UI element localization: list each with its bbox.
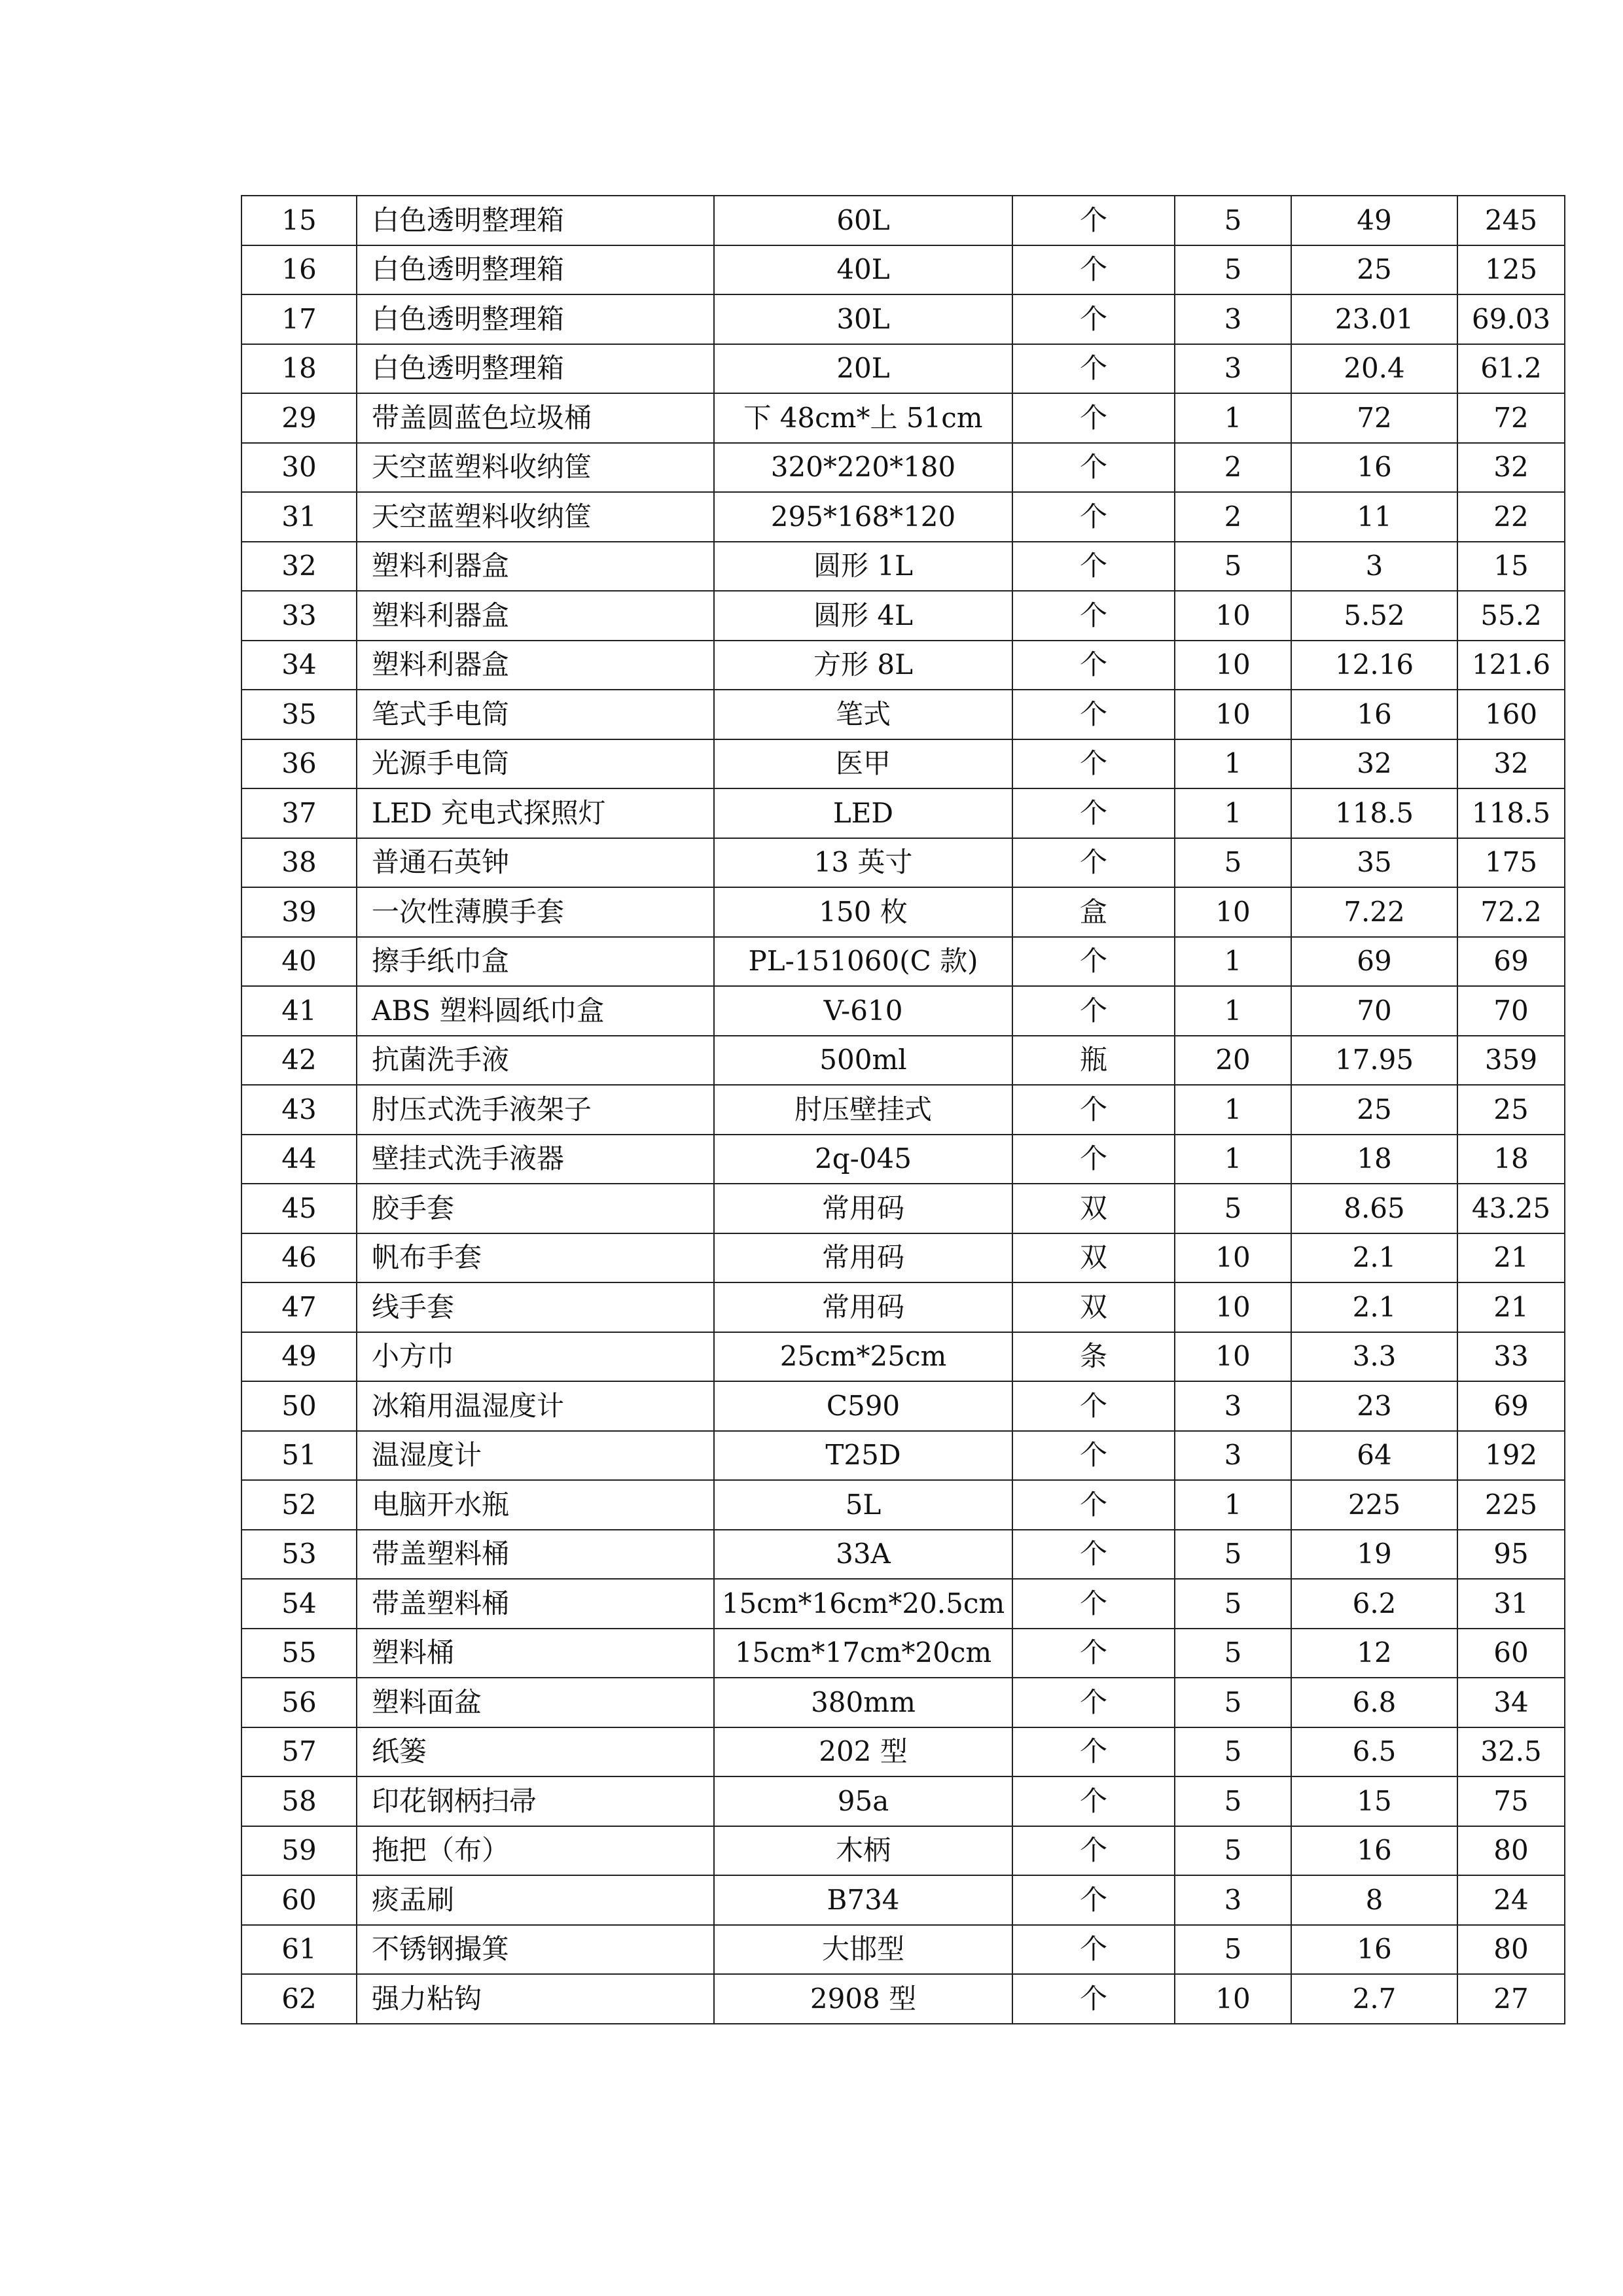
unit-cell: 个 (1012, 690, 1175, 739)
unit-cell: 个 (1012, 1925, 1175, 1975)
unit-price-cell: 2.7 (1291, 1974, 1457, 2024)
specification-cell: V-610 (714, 986, 1012, 1036)
quantity-cell: 1 (1175, 986, 1291, 1036)
unit-cell: 个 (1012, 1480, 1175, 1530)
total-amount-cell: 32.5 (1457, 1727, 1565, 1777)
unit-price-cell: 20.4 (1291, 344, 1457, 394)
unit-cell: 个 (1012, 1678, 1175, 1727)
total-amount-cell: 192 (1457, 1431, 1565, 1481)
quantity-cell: 3 (1175, 1875, 1291, 1925)
quantity-cell: 10 (1175, 690, 1291, 739)
item-name-cell: 抗菌洗手液 (357, 1036, 714, 1086)
row-number-cell: 37 (241, 788, 357, 838)
total-amount-cell: 31 (1457, 1579, 1565, 1629)
quantity-cell: 1 (1175, 937, 1291, 987)
unit-cell: 个 (1012, 1431, 1175, 1481)
row-number-cell: 42 (241, 1036, 357, 1086)
item-name-cell: 带盖圆蓝色垃圾桶 (357, 393, 714, 443)
unit-cell: 个 (1012, 1381, 1175, 1431)
table-row (241, 739, 1565, 789)
specification-cell: 圆形 1L (714, 542, 1012, 592)
quantity-cell: 5 (1175, 542, 1291, 592)
specification-cell: 60L (714, 196, 1012, 245)
quantity-cell: 20 (1175, 1036, 1291, 1086)
item-name-cell: 带盖塑料桶 (357, 1530, 714, 1580)
unit-price-cell: 64 (1291, 1431, 1457, 1481)
specification-cell: 33A (714, 1530, 1012, 1580)
quantity-cell: 1 (1175, 393, 1291, 443)
row-number-cell: 32 (241, 542, 357, 592)
unit-cell: 条 (1012, 1332, 1175, 1382)
total-amount-cell: 125 (1457, 245, 1565, 295)
row-number-cell: 45 (241, 1184, 357, 1233)
table-row (241, 1826, 1565, 1876)
item-name-cell: ABS 塑料圆纸巾盒 (357, 986, 714, 1036)
unit-cell: 双 (1012, 1233, 1175, 1283)
row-number-cell: 15 (241, 196, 357, 245)
specification-cell: 150 枚 (714, 887, 1012, 937)
quantity-cell: 10 (1175, 1332, 1291, 1382)
item-name-cell: 一次性薄膜手套 (357, 887, 714, 937)
specification-cell: 13 英寸 (714, 838, 1012, 888)
row-number-cell: 18 (241, 344, 357, 394)
total-amount-cell: 175 (1457, 838, 1565, 888)
unit-cell: 个 (1012, 838, 1175, 888)
table-row (241, 1678, 1565, 1727)
unit-price-cell: 72 (1291, 393, 1457, 443)
table-row (241, 393, 1565, 443)
unit-cell: 个 (1012, 492, 1175, 542)
quantity-cell: 10 (1175, 591, 1291, 641)
unit-price-cell: 3 (1291, 542, 1457, 592)
unit-price-cell: 25 (1291, 245, 1457, 295)
specification-cell: 常用码 (714, 1282, 1012, 1332)
unit-cell: 个 (1012, 1727, 1175, 1777)
table-row (241, 1184, 1565, 1233)
unit-price-cell: 18 (1291, 1135, 1457, 1184)
unit-cell: 个 (1012, 1085, 1175, 1135)
row-number-cell: 30 (241, 443, 357, 493)
specification-cell: 2908 型 (714, 1974, 1012, 2024)
unit-price-cell: 16 (1291, 1925, 1457, 1975)
unit-price-cell: 225 (1291, 1480, 1457, 1530)
unit-cell: 个 (1012, 1875, 1175, 1925)
row-number-cell: 54 (241, 1579, 357, 1629)
specification-cell: 20L (714, 344, 1012, 394)
item-name-cell: 塑料利器盒 (357, 591, 714, 641)
specification-cell: 320*220*180 (714, 443, 1012, 493)
item-name-cell: 普通石英钟 (357, 838, 714, 888)
unit-cell: 个 (1012, 641, 1175, 690)
unit-cell: 个 (1012, 344, 1175, 394)
row-number-cell: 33 (241, 591, 357, 641)
item-name-cell: 天空蓝塑料收纳筐 (357, 443, 714, 493)
item-name-cell: 塑料利器盒 (357, 542, 714, 592)
quantity-cell: 5 (1175, 196, 1291, 245)
row-number-cell: 29 (241, 393, 357, 443)
table-row (241, 1974, 1565, 2024)
total-amount-cell: 34 (1457, 1678, 1565, 1727)
unit-cell: 个 (1012, 591, 1175, 641)
specification-cell: 木柄 (714, 1826, 1012, 1876)
item-name-cell: 拖把（布） (357, 1826, 714, 1876)
quantity-cell: 5 (1175, 1727, 1291, 1777)
unit-price-cell: 12 (1291, 1629, 1457, 1678)
table-row (241, 1480, 1565, 1530)
item-name-cell: 强力粘钩 (357, 1974, 714, 2024)
total-amount-cell: 80 (1457, 1925, 1565, 1975)
table-row (241, 245, 1565, 295)
quantity-cell: 10 (1175, 1233, 1291, 1283)
table-row (241, 1727, 1565, 1777)
row-number-cell: 56 (241, 1678, 357, 1727)
total-amount-cell: 359 (1457, 1036, 1565, 1086)
unit-cell: 个 (1012, 1629, 1175, 1678)
table-row (241, 1036, 1565, 1086)
specification-cell: 圆形 4L (714, 591, 1012, 641)
specification-cell: 笔式 (714, 690, 1012, 739)
table-row (241, 641, 1565, 690)
unit-price-cell: 6.8 (1291, 1678, 1457, 1727)
table-row (241, 1875, 1565, 1925)
unit-cell: 个 (1012, 986, 1175, 1036)
item-name-cell: 印花钢柄扫帚 (357, 1776, 714, 1826)
item-name-cell: 不锈钢撮箕 (357, 1925, 714, 1975)
quantity-cell: 1 (1175, 1085, 1291, 1135)
item-name-cell: 白色透明整理箱 (357, 294, 714, 344)
table-row (241, 196, 1565, 245)
table-row (241, 690, 1565, 739)
item-name-cell: 塑料面盆 (357, 1678, 714, 1727)
item-name-cell: LED 充电式探照灯 (357, 788, 714, 838)
total-amount-cell: 55.2 (1457, 591, 1565, 641)
quantity-cell: 10 (1175, 641, 1291, 690)
unit-cell: 个 (1012, 196, 1175, 245)
row-number-cell: 39 (241, 887, 357, 937)
table-row (241, 887, 1565, 937)
item-name-cell: 白色透明整理箱 (357, 196, 714, 245)
unit-price-cell: 32 (1291, 739, 1457, 789)
unit-price-cell: 7.22 (1291, 887, 1457, 937)
table-row (241, 937, 1565, 987)
item-name-cell: 光源手电筒 (357, 739, 714, 789)
row-number-cell: 34 (241, 641, 357, 690)
unit-cell: 个 (1012, 1776, 1175, 1826)
unit-price-cell: 16 (1291, 690, 1457, 739)
row-number-cell: 59 (241, 1826, 357, 1876)
row-number-cell: 55 (241, 1629, 357, 1678)
total-amount-cell: 72.2 (1457, 887, 1565, 937)
specification-cell: 202 型 (714, 1727, 1012, 1777)
unit-price-cell: 8.65 (1291, 1184, 1457, 1233)
specification-cell: C590 (714, 1381, 1012, 1431)
quantity-cell: 5 (1175, 1776, 1291, 1826)
item-name-cell: 壁挂式洗手液器 (357, 1135, 714, 1184)
unit-price-cell: 23 (1291, 1381, 1457, 1431)
item-name-cell: 笔式手电筒 (357, 690, 714, 739)
row-number-cell: 58 (241, 1776, 357, 1826)
specification-cell: 500ml (714, 1036, 1012, 1086)
table-row (241, 591, 1565, 641)
unit-cell: 双 (1012, 1184, 1175, 1233)
specification-cell: 15cm*17cm*20cm (714, 1629, 1012, 1678)
unit-price-cell: 25 (1291, 1085, 1457, 1135)
quantity-cell: 3 (1175, 294, 1291, 344)
unit-price-cell: 15 (1291, 1776, 1457, 1826)
unit-cell: 瓶 (1012, 1036, 1175, 1086)
specification-cell: 大邯型 (714, 1925, 1012, 1975)
row-number-cell: 31 (241, 492, 357, 542)
item-table (241, 195, 1565, 2024)
unit-cell: 个 (1012, 542, 1175, 592)
row-number-cell: 50 (241, 1381, 357, 1431)
table-row (241, 1925, 1565, 1975)
item-name-cell: 带盖塑料桶 (357, 1579, 714, 1629)
quantity-cell: 2 (1175, 492, 1291, 542)
specification-cell: 常用码 (714, 1233, 1012, 1283)
total-amount-cell: 70 (1457, 986, 1565, 1036)
total-amount-cell: 15 (1457, 542, 1565, 592)
quantity-cell: 5 (1175, 1530, 1291, 1580)
unit-cell: 个 (1012, 1974, 1175, 2024)
unit-cell: 个 (1012, 294, 1175, 344)
table-row (241, 492, 1565, 542)
row-number-cell: 51 (241, 1431, 357, 1481)
item-name-cell: 冰箱用温湿度计 (357, 1381, 714, 1431)
unit-price-cell: 8 (1291, 1875, 1457, 1925)
row-number-cell: 46 (241, 1233, 357, 1283)
unit-cell: 个 (1012, 1826, 1175, 1876)
total-amount-cell: 69 (1457, 1381, 1565, 1431)
quantity-cell: 5 (1175, 838, 1291, 888)
total-amount-cell: 60 (1457, 1629, 1565, 1678)
table-row (241, 1233, 1565, 1283)
item-name-cell: 塑料桶 (357, 1629, 714, 1678)
quantity-cell: 1 (1175, 739, 1291, 789)
total-amount-cell: 160 (1457, 690, 1565, 739)
specification-cell: 40L (714, 245, 1012, 295)
quantity-cell: 3 (1175, 1381, 1291, 1431)
quantity-cell: 5 (1175, 1579, 1291, 1629)
item-name-cell: 胶手套 (357, 1184, 714, 1233)
unit-cell: 个 (1012, 245, 1175, 295)
total-amount-cell: 61.2 (1457, 344, 1565, 394)
row-number-cell: 49 (241, 1332, 357, 1382)
unit-price-cell: 35 (1291, 838, 1457, 888)
unit-cell: 个 (1012, 393, 1175, 443)
item-name-cell: 痰盂刷 (357, 1875, 714, 1925)
row-number-cell: 35 (241, 690, 357, 739)
table-row (241, 1530, 1565, 1580)
row-number-cell: 16 (241, 245, 357, 295)
total-amount-cell: 32 (1457, 443, 1565, 493)
row-number-cell: 40 (241, 937, 357, 987)
table-row (241, 542, 1565, 592)
row-number-cell: 41 (241, 986, 357, 1036)
row-number-cell: 17 (241, 294, 357, 344)
unit-cell: 个 (1012, 1579, 1175, 1629)
quantity-cell: 5 (1175, 1925, 1291, 1975)
item-name-cell: 白色透明整理箱 (357, 245, 714, 295)
row-number-cell: 61 (241, 1925, 357, 1975)
unit-cell: 个 (1012, 788, 1175, 838)
quantity-cell: 3 (1175, 1431, 1291, 1481)
table-row (241, 788, 1565, 838)
specification-cell: 方形 8L (714, 641, 1012, 690)
unit-price-cell: 16 (1291, 443, 1457, 493)
table-row (241, 1579, 1565, 1629)
unit-price-cell: 5.52 (1291, 591, 1457, 641)
quantity-cell: 5 (1175, 1184, 1291, 1233)
total-amount-cell: 80 (1457, 1826, 1565, 1876)
specification-cell: 2q-045 (714, 1135, 1012, 1184)
unit-price-cell: 70 (1291, 986, 1457, 1036)
item-table-body (241, 196, 1565, 2024)
quantity-cell: 1 (1175, 1135, 1291, 1184)
total-amount-cell: 75 (1457, 1776, 1565, 1826)
table-row (241, 986, 1565, 1036)
unit-price-cell: 69 (1291, 937, 1457, 987)
unit-price-cell: 6.5 (1291, 1727, 1457, 1777)
row-number-cell: 36 (241, 739, 357, 789)
specification-cell: 25cm*25cm (714, 1332, 1012, 1382)
quantity-cell: 1 (1175, 788, 1291, 838)
unit-price-cell: 23.01 (1291, 294, 1457, 344)
quantity-cell: 5 (1175, 1678, 1291, 1727)
unit-price-cell: 2.1 (1291, 1282, 1457, 1332)
specification-cell: 295*168*120 (714, 492, 1012, 542)
row-number-cell: 38 (241, 838, 357, 888)
total-amount-cell: 72 (1457, 393, 1565, 443)
total-amount-cell: 27 (1457, 1974, 1565, 2024)
table-row (241, 1431, 1565, 1481)
specification-cell: LED (714, 788, 1012, 838)
table-row (241, 294, 1565, 344)
total-amount-cell: 18 (1457, 1135, 1565, 1184)
specification-cell: 医甲 (714, 739, 1012, 789)
row-number-cell: 47 (241, 1282, 357, 1332)
row-number-cell: 53 (241, 1530, 357, 1580)
unit-cell: 双 (1012, 1282, 1175, 1332)
table-row (241, 838, 1565, 888)
row-number-cell: 62 (241, 1974, 357, 2024)
table-row (241, 344, 1565, 394)
total-amount-cell: 118.5 (1457, 788, 1565, 838)
specification-cell: T25D (714, 1431, 1012, 1481)
table-row (241, 1085, 1565, 1135)
item-name-cell: 白色透明整理箱 (357, 344, 714, 394)
specification-cell: 5L (714, 1480, 1012, 1530)
row-number-cell: 44 (241, 1135, 357, 1184)
table-row (241, 443, 1565, 493)
total-amount-cell: 225 (1457, 1480, 1565, 1530)
item-name-cell: 帆布手套 (357, 1233, 714, 1283)
unit-cell: 个 (1012, 443, 1175, 493)
total-amount-cell: 25 (1457, 1085, 1565, 1135)
unit-cell: 个 (1012, 1135, 1175, 1184)
item-name-cell: 塑料利器盒 (357, 641, 714, 690)
total-amount-cell: 69.03 (1457, 294, 1565, 344)
quantity-cell: 1 (1175, 1480, 1291, 1530)
quantity-cell: 2 (1175, 443, 1291, 493)
row-number-cell: 57 (241, 1727, 357, 1777)
specification-cell: PL-151060(C 款) (714, 937, 1012, 987)
quantity-cell: 10 (1175, 887, 1291, 937)
specification-cell: 15cm*16cm*20.5cm (714, 1579, 1012, 1629)
specification-cell: 常用码 (714, 1184, 1012, 1233)
item-name-cell: 擦手纸巾盒 (357, 937, 714, 987)
unit-price-cell: 16 (1291, 1826, 1457, 1876)
specification-cell: 95a (714, 1776, 1012, 1826)
unit-cell: 个 (1012, 739, 1175, 789)
unit-cell: 个 (1012, 937, 1175, 987)
item-name-cell: 小方巾 (357, 1332, 714, 1382)
quantity-cell: 3 (1175, 344, 1291, 394)
unit-price-cell: 19 (1291, 1530, 1457, 1580)
total-amount-cell: 245 (1457, 196, 1565, 245)
table-row (241, 1135, 1565, 1184)
total-amount-cell: 24 (1457, 1875, 1565, 1925)
total-amount-cell: 95 (1457, 1530, 1565, 1580)
unit-price-cell: 6.2 (1291, 1579, 1457, 1629)
quantity-cell: 10 (1175, 1282, 1291, 1332)
total-amount-cell: 121.6 (1457, 641, 1565, 690)
item-name-cell: 温湿度计 (357, 1431, 714, 1481)
specification-cell: 下 48cm*上 51cm (714, 393, 1012, 443)
table-row (241, 1381, 1565, 1431)
total-amount-cell: 69 (1457, 937, 1565, 987)
total-amount-cell: 33 (1457, 1332, 1565, 1382)
item-name-cell: 天空蓝塑料收纳筐 (357, 492, 714, 542)
table-row (241, 1629, 1565, 1678)
row-number-cell: 60 (241, 1875, 357, 1925)
unit-price-cell: 17.95 (1291, 1036, 1457, 1086)
quantity-cell: 5 (1175, 245, 1291, 295)
total-amount-cell: 22 (1457, 492, 1565, 542)
total-amount-cell: 21 (1457, 1282, 1565, 1332)
total-amount-cell: 32 (1457, 739, 1565, 789)
specification-cell: 30L (714, 294, 1012, 344)
item-name-cell: 纸篓 (357, 1727, 714, 1777)
item-name-cell: 电脑开水瓶 (357, 1480, 714, 1530)
row-number-cell: 43 (241, 1085, 357, 1135)
unit-cell: 盒 (1012, 887, 1175, 937)
row-number-cell: 52 (241, 1480, 357, 1530)
specification-cell: B734 (714, 1875, 1012, 1925)
total-amount-cell: 43.25 (1457, 1184, 1565, 1233)
quantity-cell: 10 (1175, 1974, 1291, 2024)
unit-price-cell: 12.16 (1291, 641, 1457, 690)
unit-price-cell: 49 (1291, 196, 1457, 245)
unit-price-cell: 11 (1291, 492, 1457, 542)
quantity-cell: 5 (1175, 1826, 1291, 1876)
table-row (241, 1332, 1565, 1382)
specification-cell: 肘压壁挂式 (714, 1085, 1012, 1135)
total-amount-cell: 21 (1457, 1233, 1565, 1283)
specification-cell: 380mm (714, 1678, 1012, 1727)
item-name-cell: 线手套 (357, 1282, 714, 1332)
quantity-cell: 5 (1175, 1629, 1291, 1678)
unit-price-cell: 118.5 (1291, 788, 1457, 838)
unit-price-cell: 3.3 (1291, 1332, 1457, 1382)
item-name-cell: 肘压式洗手液架子 (357, 1085, 714, 1135)
unit-price-cell: 2.1 (1291, 1233, 1457, 1283)
unit-cell: 个 (1012, 1530, 1175, 1580)
table-row (241, 1776, 1565, 1826)
table-row (241, 1282, 1565, 1332)
